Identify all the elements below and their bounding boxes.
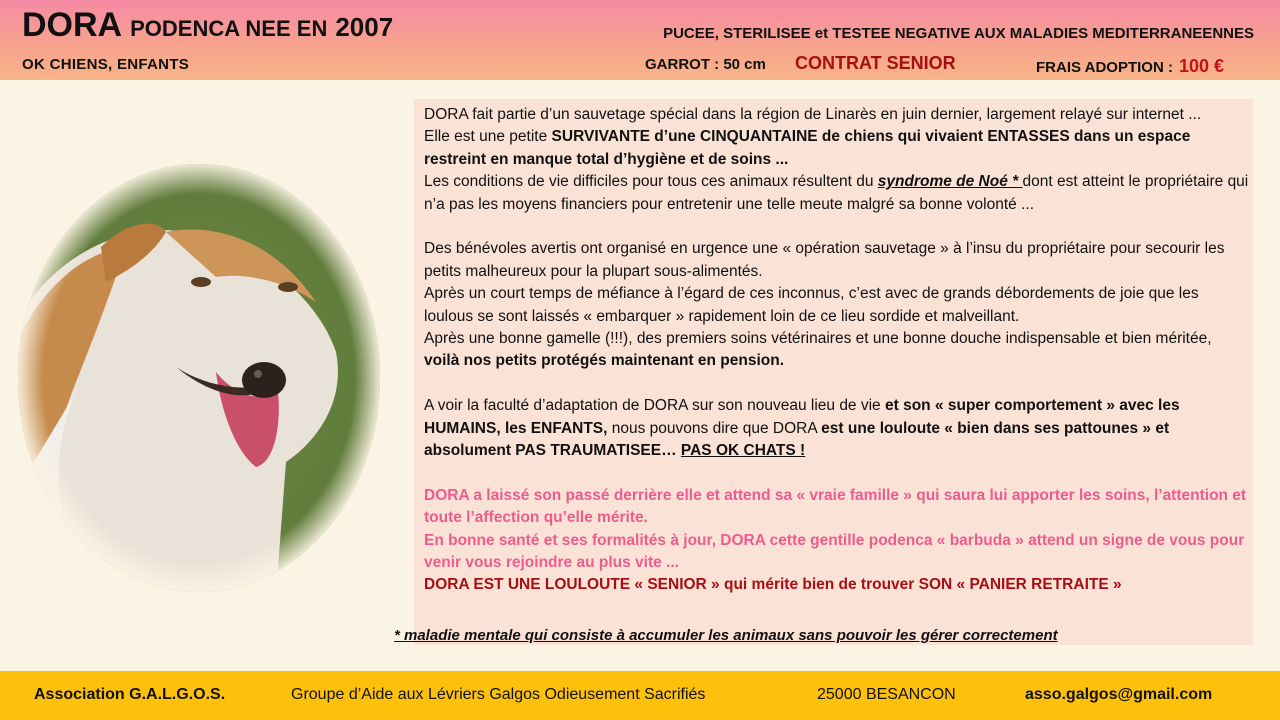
paragraph-behavior (424, 395, 1250, 462)
footer-bar (0, 671, 1280, 720)
conditions-rest: dont est atteint le propriétaire qui n’a pas les moyens financiers pour entretenir une telle meute malgré sa bonne volonté ... (424, 173, 1249, 213)
paragraph-family: DORA a laissé son passé derrière elle et attend sa « vraie famille » qui saura lui apporter les soins, l’attention et toute l’affection qu’elle mérite. (424, 486, 1247, 527)
adoption-fee-label: FRAIS ADOPTION : (1036, 59, 1173, 76)
association-name: Association G.A.L.G.O.S. (34, 686, 226, 703)
association-email[interactable]: asso.galgos@gmail.com (1025, 686, 1213, 703)
adoption-fee (1036, 56, 1224, 77)
behavior-humans: et son « super comportement » avec les HUMAINS, les ENFANTS, (424, 397, 1180, 437)
contract-type: CONTRAT SENIOR (795, 53, 956, 73)
header-banner (0, 0, 1280, 80)
syndrome-link: syndrome de Noé * (877, 173, 1023, 191)
description-text (424, 104, 1250, 597)
care-bold: voilà nos petits protégés maintenant en pension. (424, 352, 785, 370)
conditions-intro: Les conditions de vie difficiles pour tous ces animaux résultent du (424, 173, 878, 191)
senior-callout: DORA EST UNE LOULOUTE « SENIOR » qui mérite bien de trouver SON « PANIER RETRAITE » (424, 576, 1122, 594)
compat-info: OK CHIENS, ENFANTS (22, 56, 190, 73)
paragraph-conditions (424, 171, 1250, 216)
paragraph-care (424, 328, 1250, 373)
paragraph-survivor (424, 126, 1250, 171)
health-info: PUCEE, STERILISEE et TESTEE NEGATIVE AUX MALADIES MEDITERRANEENNES (663, 25, 1254, 42)
association-fullname: Groupe d’Aide aux Lévriers Galgos Odieusement Sacrifiés (291, 686, 706, 703)
dog-photo-icon (16, 162, 382, 594)
care-intro: Après une bonne gamelle (!!!), des premiers soins vétérinaires et une bonne douche indispensable et bien méritée, (424, 330, 1212, 348)
no-cats: PAS OK CHATS ! (680, 442, 806, 460)
footnote: * maladie mentale qui consiste à accumuler les animaux sans pouvoir les gérer correctement (394, 627, 1058, 644)
survivor-bold: SURVIVANTE d’une CINQUANTAINE de chiens qui vivaient ENTASSES dans un espace restreint en manque total d’hygiène et de soins ... (424, 128, 1191, 168)
dog-breed: PODENCA NEE EN (130, 16, 328, 41)
birth-year: 2007 (335, 12, 394, 42)
garrot-info: GARROT : 50 cm (645, 56, 766, 73)
dog-name: DORA (22, 6, 123, 44)
behavior-bold: est une louloute « bien dans ses pattounes » et absolument PAS TRAUMATISEE… (424, 419, 1170, 460)
association-city: 25000 BESANCON (817, 686, 956, 703)
behavior-intro: A voir la faculté d’adaptation de DORA sur son nouveau lieu de vie (424, 397, 885, 415)
survivor-intro: Elle est une petite (424, 128, 552, 146)
paragraph-rescue: DORA fait partie d’un sauvetage spécial dans la région de Linarès en juin dernier, largement relayé sur internet ... (424, 106, 1202, 123)
paragraph-volunteers: Des bénévoles avertis ont organisé en urgence une « opération sauvetage » à l’insu du propriétaire pour secourir les petits malheureux pour la plupart sous-alimentés. (424, 240, 1225, 280)
adoption-fee-value: 100 € (1178, 56, 1224, 76)
dog-photo (16, 162, 382, 594)
paragraph-health: En bonne santé et ses formalités à jour, DORA cette gentille podenca « barbuda » attend un signe de vous pour venir vous rejoindre au plus vite ... (424, 531, 1245, 572)
paragraph-trust: Après un court temps de méfiance à l’égard de ces inconnus, c’est avec de grands débordements de joie que les loulous se sont laissés « embarquer » rapidement loin de ce lieu sordide et malveillant. (424, 285, 1199, 325)
dog-title (22, 6, 393, 45)
behavior-mid: nous pouvons dire que DORA (607, 419, 822, 437)
